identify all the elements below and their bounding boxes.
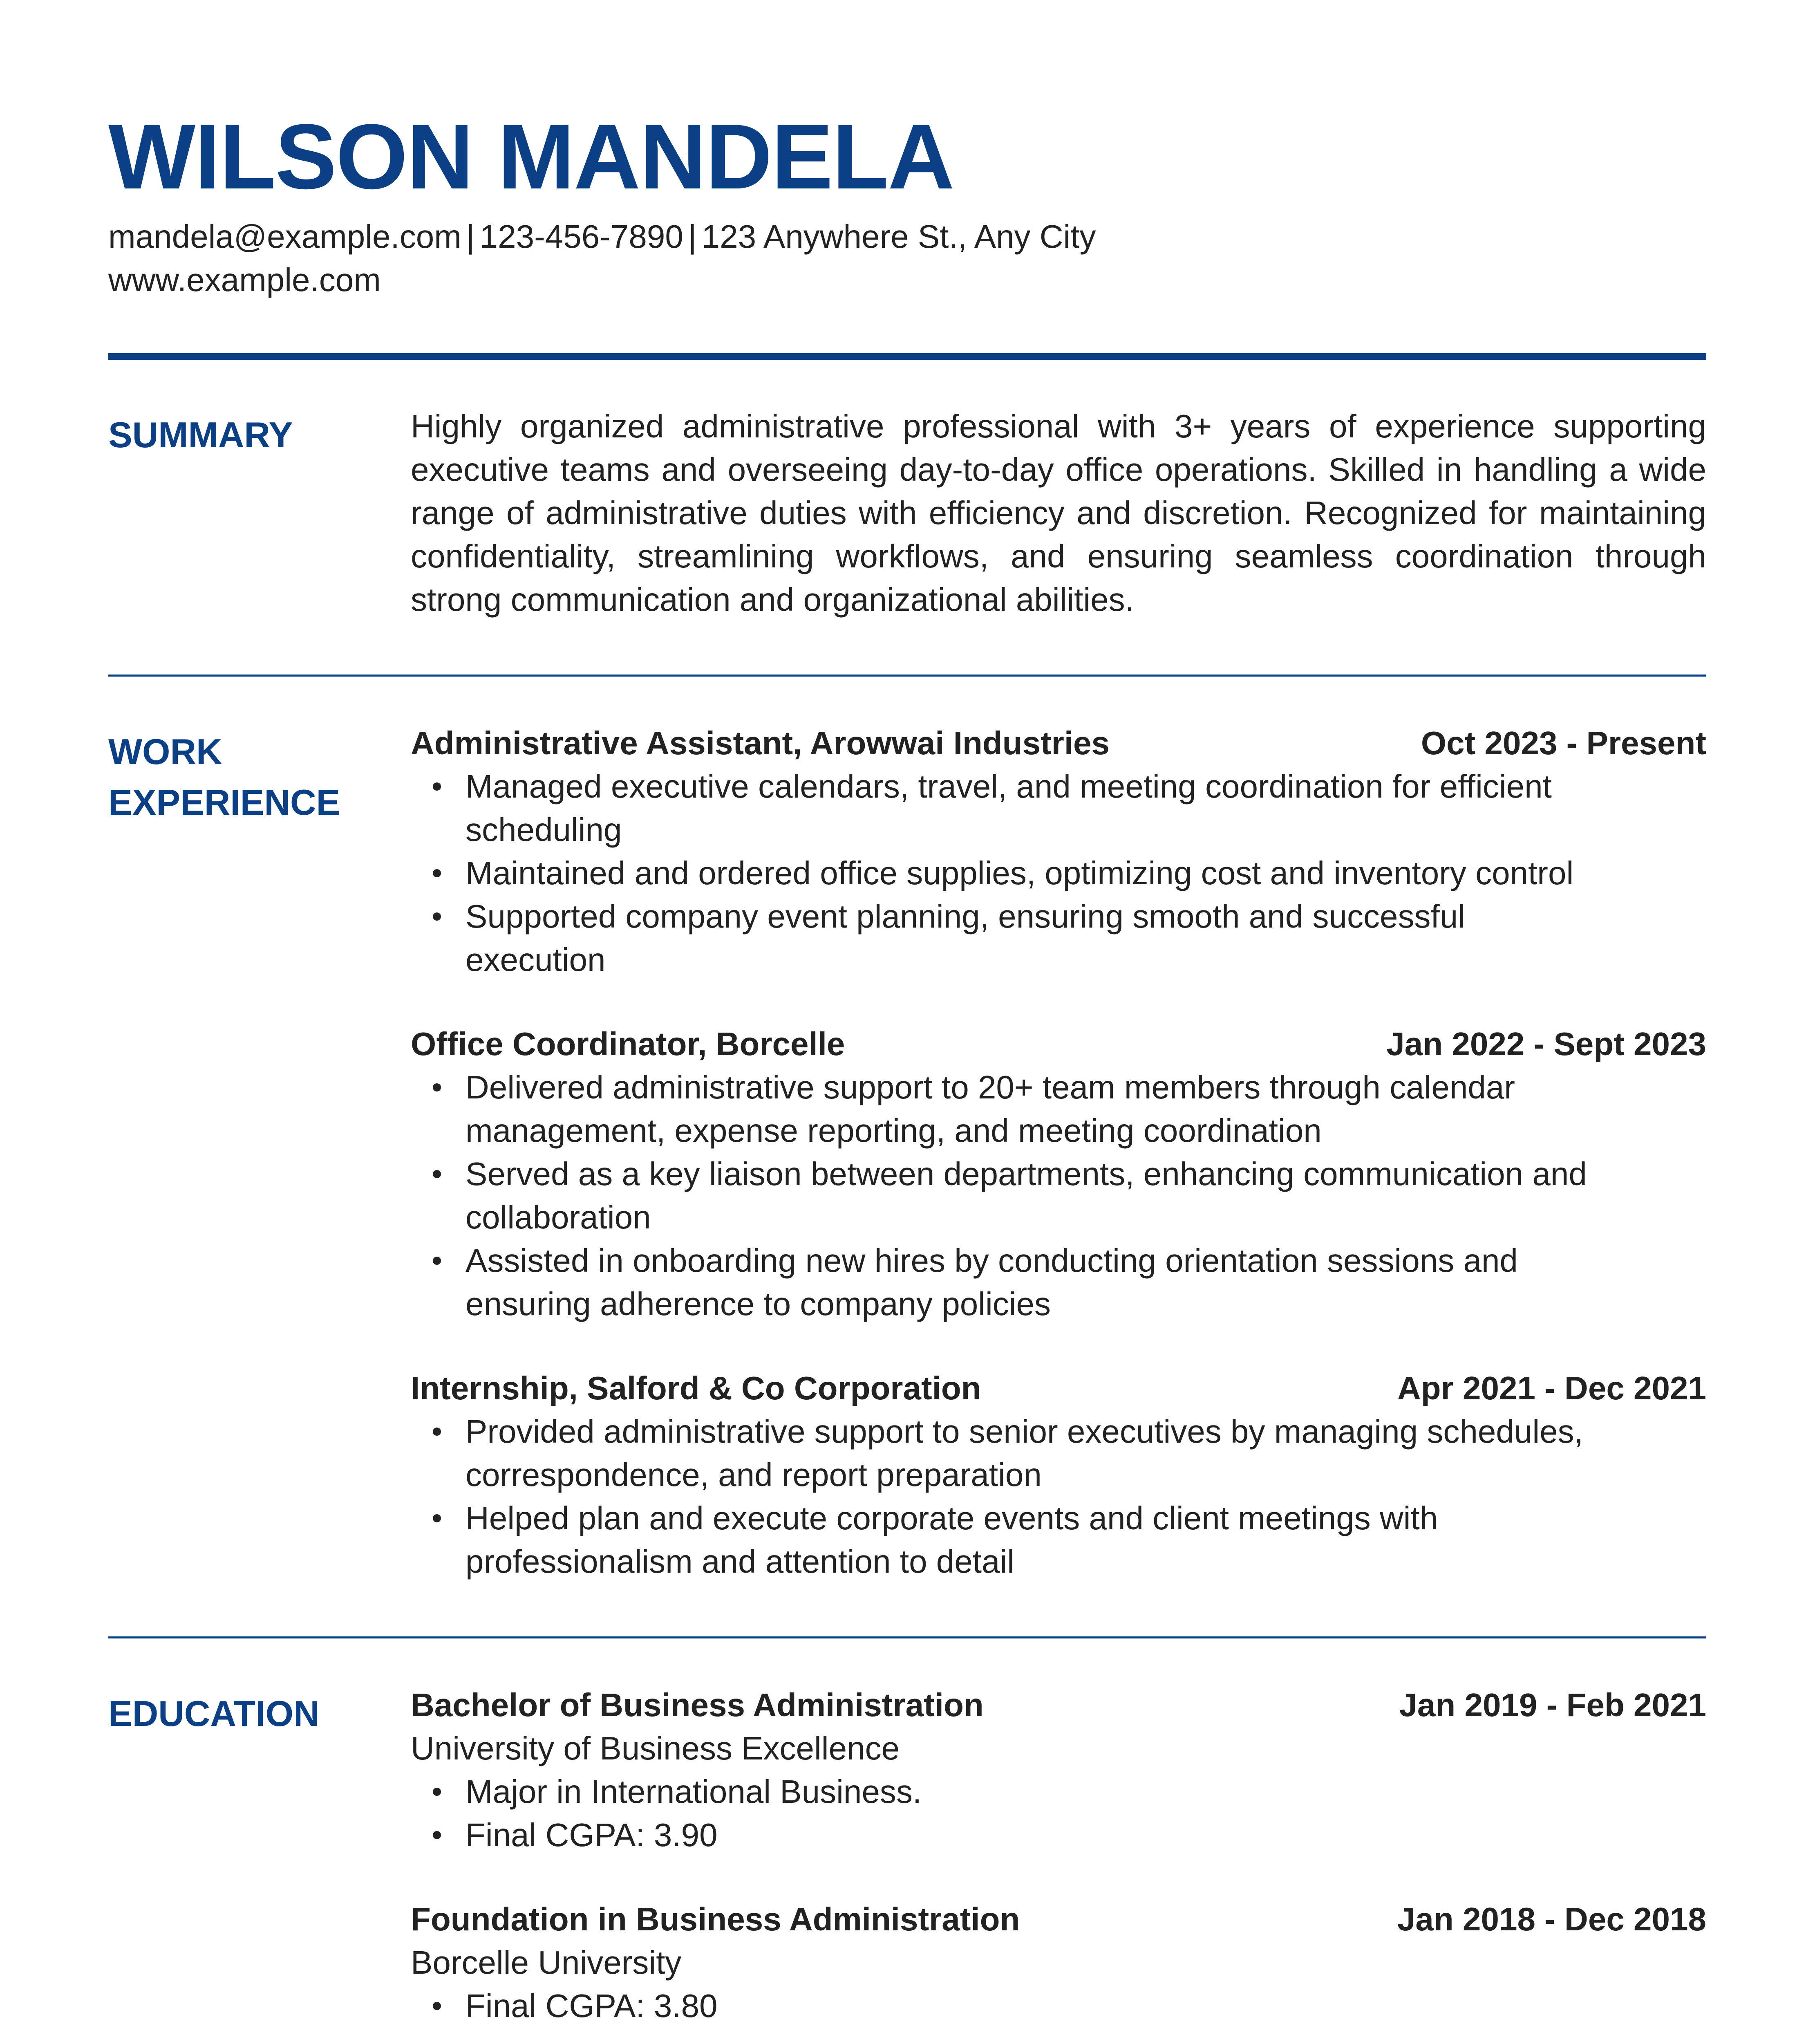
education-header (411, 1898, 1706, 1941)
list-item: Provided administrative support to senior executives by managing schedules, correspondence, and report preparation (465, 1410, 1692, 1497)
summary-text: Highly organized administrative professional with 3+ years of experience supporting executive teams and overseeing day-to-day office operations. Skilled in handling a wide range of administrative duties with efficiency and discretion. Recognized for maintaining confidentiality, streamlining workflows, and ensuring seamless coordination through strong communication and organizational abilities. (411, 408, 1706, 618)
degree-title: Bachelor of Business Administration (411, 1687, 984, 1723)
list-item: Served as a key liaison between departments, enhancing communication and collaboration (465, 1152, 1683, 1239)
job-entry (411, 1022, 1706, 1326)
job-dates: Apr 2021 - Dec 2021 (1397, 1370, 1706, 1406)
education-dates: Jan 2019 - Feb 2021 (1399, 1687, 1706, 1723)
separator: | (466, 218, 475, 255)
job-bullets (411, 1066, 1706, 1326)
education-body (411, 1683, 1706, 2028)
phone-text: 123-456-7890 (479, 218, 683, 255)
job-title: Office Coordinator, Borcelle (411, 1026, 845, 1062)
experience-heading-line: EXPERIENCE (108, 782, 340, 823)
education-bullets (411, 1770, 1706, 1857)
section-divider (108, 1636, 1706, 1638)
education-heading: EDUCATION (108, 1693, 320, 1734)
candidate-name: WILSON MANDELA (108, 105, 954, 208)
summary-body (411, 405, 1706, 621)
resume-header (108, 105, 1706, 302)
address-text: 123 Anywhere St., Any City (701, 218, 1096, 255)
contact-line (108, 215, 1706, 258)
job-title: Administrative Assistant, Arowwai Industries (411, 725, 1110, 761)
job-dates: Jan 2022 - Sept 2023 (1386, 1026, 1706, 1062)
section-divider (108, 675, 1706, 677)
education-entry (411, 1683, 1706, 1857)
list-item: Helped plan and execute corporate events and client meetings with professionalism and attention to detail (465, 1497, 1569, 1583)
job-bullets (411, 765, 1706, 982)
job-dates: Oct 2023 - Present (1421, 725, 1706, 761)
summary-section (108, 405, 1706, 621)
list-item: Assisted in onboarding new hires by conducting orientation sessions and ensuring adherence to company policies (465, 1239, 1651, 1326)
list-item: Final CGPA: 3.80 (465, 1984, 1706, 2028)
education-section (108, 1683, 1706, 2028)
job-title: Internship, Salford & Co Corporation (411, 1370, 981, 1406)
experience-section (108, 722, 1706, 1583)
job-header (411, 1367, 1706, 1410)
website-text: www.example.com (108, 262, 381, 298)
job-entry (411, 1367, 1706, 1583)
school-name: Borcelle University (411, 1944, 682, 1981)
education-dates: Jan 2018 - Dec 2018 (1397, 1901, 1706, 1937)
experience-heading-line: WORK (108, 731, 222, 772)
summary-heading: SUMMARY (108, 415, 293, 455)
education-bullets (411, 1984, 1706, 2028)
job-entry (411, 722, 1706, 982)
list-item: Supported company event planning, ensuring smooth and successful execution (465, 895, 1561, 982)
job-header (411, 722, 1706, 765)
experience-heading (108, 722, 411, 1583)
list-item: Delivered administrative support to 20+ team members through calendar management, expense reporting, and meeting coordination (465, 1066, 1651, 1152)
separator: | (688, 218, 697, 255)
email-text: mandela@example.com (108, 218, 461, 255)
school-name: University of Business Excellence (411, 1730, 900, 1766)
header-divider (108, 353, 1706, 360)
list-item: Managed executive calendars, travel, and meeting coordination for efficient scheduling (465, 765, 1706, 852)
job-bullets (411, 1410, 1706, 1583)
degree-title: Foundation in Business Administration (411, 1901, 1020, 1937)
education-entry (411, 1898, 1706, 2028)
job-header (411, 1022, 1706, 1066)
list-item: Major in International Business. (465, 1770, 1706, 1813)
website-line (108, 258, 1706, 302)
experience-body (411, 722, 1706, 1583)
resume-page (108, 105, 1706, 2044)
education-header (411, 1683, 1706, 1727)
list-item: Maintained and ordered office supplies, optimizing cost and inventory control (465, 852, 1706, 895)
list-item: Final CGPA: 3.90 (465, 1813, 1706, 1857)
